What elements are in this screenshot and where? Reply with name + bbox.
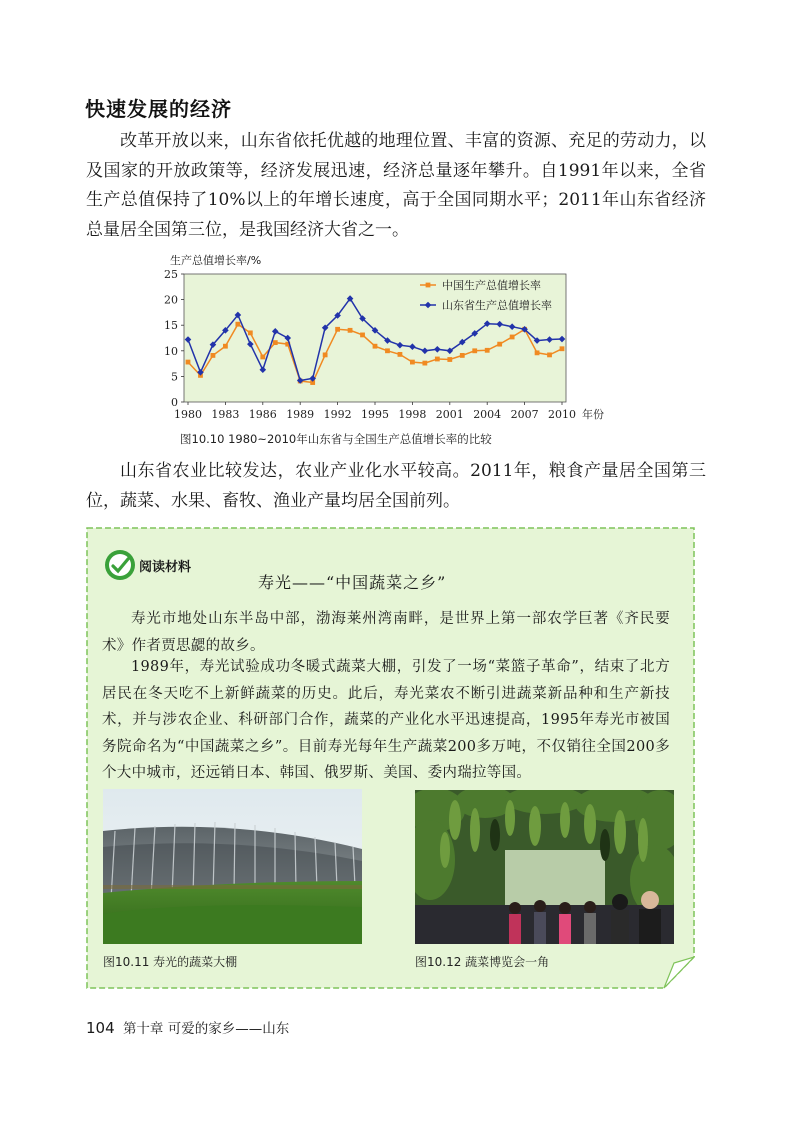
data-point: [273, 340, 278, 345]
chart-y-axis-label: 生产总值增长率/%: [170, 254, 262, 267]
data-point: [385, 348, 390, 353]
data-point: [447, 357, 452, 362]
data-point: [535, 350, 540, 355]
data-point: [422, 361, 427, 366]
y-tick-label: 10: [164, 344, 178, 358]
vegetable-expo-photo: [415, 790, 674, 944]
reading-paragraph-2: 1989年，寿光试验成功冬暖式蔬菜大棚，引发了一场“菜篮子革命”，结束了北方居民在冬天吃不上新鲜蔬菜的历史。此后，寿光菜农不断引进蔬菜新品种和生产新技术，并与涉农企业、科研部门合作，蔬菜的产业化水平迅速提高，1995年寿光市被国务院命名为“中国蔬菜之乡”。目前寿光每年生产蔬菜200多万吨，不仅销往全国200多个大中城市，还远销日本、韩国、俄罗斯、美国、委内瑞拉等国。: [102, 659, 670, 781]
x-tick-label: 1992: [323, 408, 352, 421]
y-tick-label: 0: [171, 396, 178, 409]
reading-badge-icon: [104, 549, 136, 581]
x-tick-label: 2004: [473, 408, 502, 421]
data-point: [560, 346, 565, 351]
data-point: [410, 360, 415, 365]
data-point: [335, 327, 340, 332]
data-point: [472, 348, 477, 353]
section-heading: 快速发展的经济: [85, 97, 232, 121]
x-tick-label: 1983: [211, 408, 240, 421]
chapter-title: 第十章 可爱的家乡——山东: [122, 1021, 290, 1037]
data-point: [260, 355, 265, 360]
agriculture-paragraph: 山东省农业比较发达，农业产业化水平较高。2011年，粮食产量居全国第三位，蔬菜、水果、畜牧、渔业产量均居全国前列。: [86, 461, 706, 511]
data-point: [348, 328, 353, 333]
legend-label: 山东省生产总值增长率: [442, 299, 552, 312]
x-tick-label: 1980: [174, 408, 202, 421]
y-tick-label: 20: [164, 293, 178, 307]
x-tick-label: 2007: [510, 408, 539, 421]
data-point: [497, 342, 502, 347]
data-point: [398, 352, 403, 357]
economy-paragraph: 改革开放以来，山东省依托优越的地理位置、丰富的资源、充足的劳动力，以及国家的开放政策等，经济发展迅速，经济总量逐年攀升。自1991年以来，全省生产总值保持了10%以上的年增长速度，高于全国同期水平；2011年山东省经济总量居全国第三位，是我国经济大省之一。: [86, 131, 706, 240]
plot-area: [184, 274, 566, 402]
x-tick-label: 1995: [361, 408, 389, 421]
x-axis-label: 年份: [582, 408, 604, 421]
reading-label: 阅读材料: [139, 560, 192, 575]
figure-10-12-caption: 图10.12 蔬菜博览会一角: [415, 955, 550, 969]
reading-paragraph-1: 寿光市地处山东半岛中部，渤海莱州湾南畔，是世界上第一部农学巨著《齐民要术》作者贾思勰的故乡。: [102, 611, 670, 654]
data-point: [547, 352, 552, 357]
x-tick-label: 2001: [435, 408, 464, 421]
y-tick-label: 15: [164, 319, 178, 333]
figure-10-11-caption: 图10.11 寿光的蔬菜大棚: [103, 955, 238, 969]
data-point: [248, 330, 253, 335]
data-point: [485, 348, 490, 353]
y-tick-label: 5: [171, 370, 178, 384]
x-tick-label: 1986: [248, 408, 277, 421]
page-footer: [86, 1017, 289, 1037]
data-point: [435, 357, 440, 362]
legend-label: 中国生产总值增长率: [442, 279, 541, 292]
x-tick-label: 1998: [398, 408, 427, 421]
data-point: [510, 335, 515, 340]
legend-marker: [426, 283, 431, 288]
figure-10-10-caption: 图10.10 1980~2010年山东省与全国生产总值增长率的比较: [180, 432, 492, 446]
data-point: [460, 353, 465, 358]
data-point: [223, 344, 228, 349]
gdp-growth-chart: [150, 262, 650, 430]
data-point: [235, 322, 240, 327]
data-point: [186, 360, 191, 365]
y-tick-label: 25: [164, 268, 178, 281]
data-point: [373, 344, 378, 349]
greenhouse-photo: [103, 789, 362, 944]
data-point: [323, 352, 328, 357]
data-point: [360, 333, 365, 338]
x-tick-label: 2010: [548, 408, 576, 421]
data-point: [211, 353, 216, 358]
page-number: 104: [86, 1019, 115, 1037]
reading-title: 寿光——“中国蔬菜之乡”: [258, 573, 447, 592]
x-tick-label: 1989: [286, 408, 315, 421]
